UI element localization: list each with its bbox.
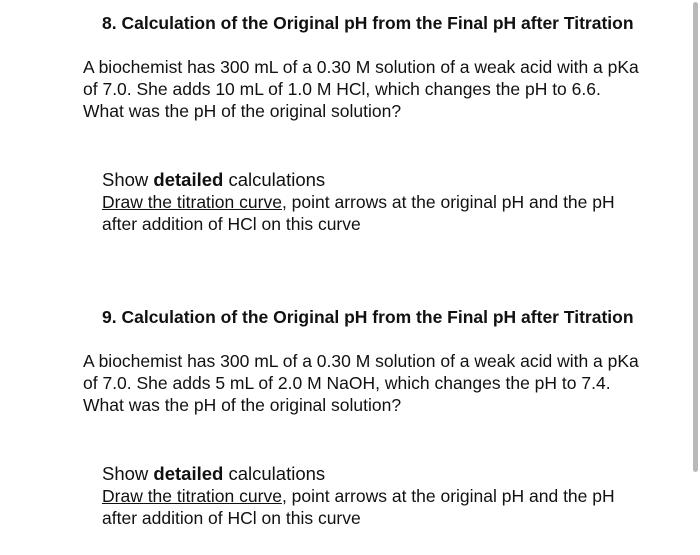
draw-instruction-rest: , point arrows at the original pH and the pH after addition of HCl on this curve xyxy=(102,486,615,528)
problem-text xyxy=(83,350,643,416)
draw-titration-curve-text: Draw the titration curve xyxy=(102,486,282,506)
show-instruction xyxy=(102,463,662,485)
show-bold: detailed xyxy=(153,169,224,190)
show-suffix: calculations xyxy=(223,169,326,190)
vertical-scrollbar[interactable] xyxy=(693,2,698,472)
problem-text xyxy=(83,56,643,122)
show-suffix: calculations xyxy=(223,463,326,484)
draw-instruction xyxy=(102,191,647,235)
problem-statement: A biochemist has 300 mL of a 0.30 M solution of a weak acid with a pKa of 7.0. She adds 5 mL of 2.0 M NaOH, which changes the pH to 7.4. xyxy=(83,351,639,393)
problem-question: What was the pH of the original solution? xyxy=(83,395,402,415)
problem-title: 9. Calculation of the Original pH from the Final pH after Titration xyxy=(102,307,634,327)
show-prefix: Show xyxy=(102,463,154,484)
show-bold: detailed xyxy=(153,463,224,484)
problem-question: What was the pH of the original solution? xyxy=(83,101,402,121)
problem-title: 8. Calculation of the Original pH from the Final pH after Titration xyxy=(102,13,634,33)
show-instruction xyxy=(102,169,662,191)
draw-instruction-rest: , point arrows at the original pH and the pH after addition of HCl on this curve xyxy=(102,192,615,234)
draw-instruction xyxy=(102,485,647,529)
problem-statement: A biochemist has 300 mL of a 0.30 M solution of a weak acid with a pKa of 7.0. She adds 10 mL of 1.0 M HCl, which changes the pH to 6.6. xyxy=(83,57,639,99)
draw-titration-curve-text: Draw the titration curve xyxy=(102,192,282,212)
show-prefix: Show xyxy=(102,169,154,190)
